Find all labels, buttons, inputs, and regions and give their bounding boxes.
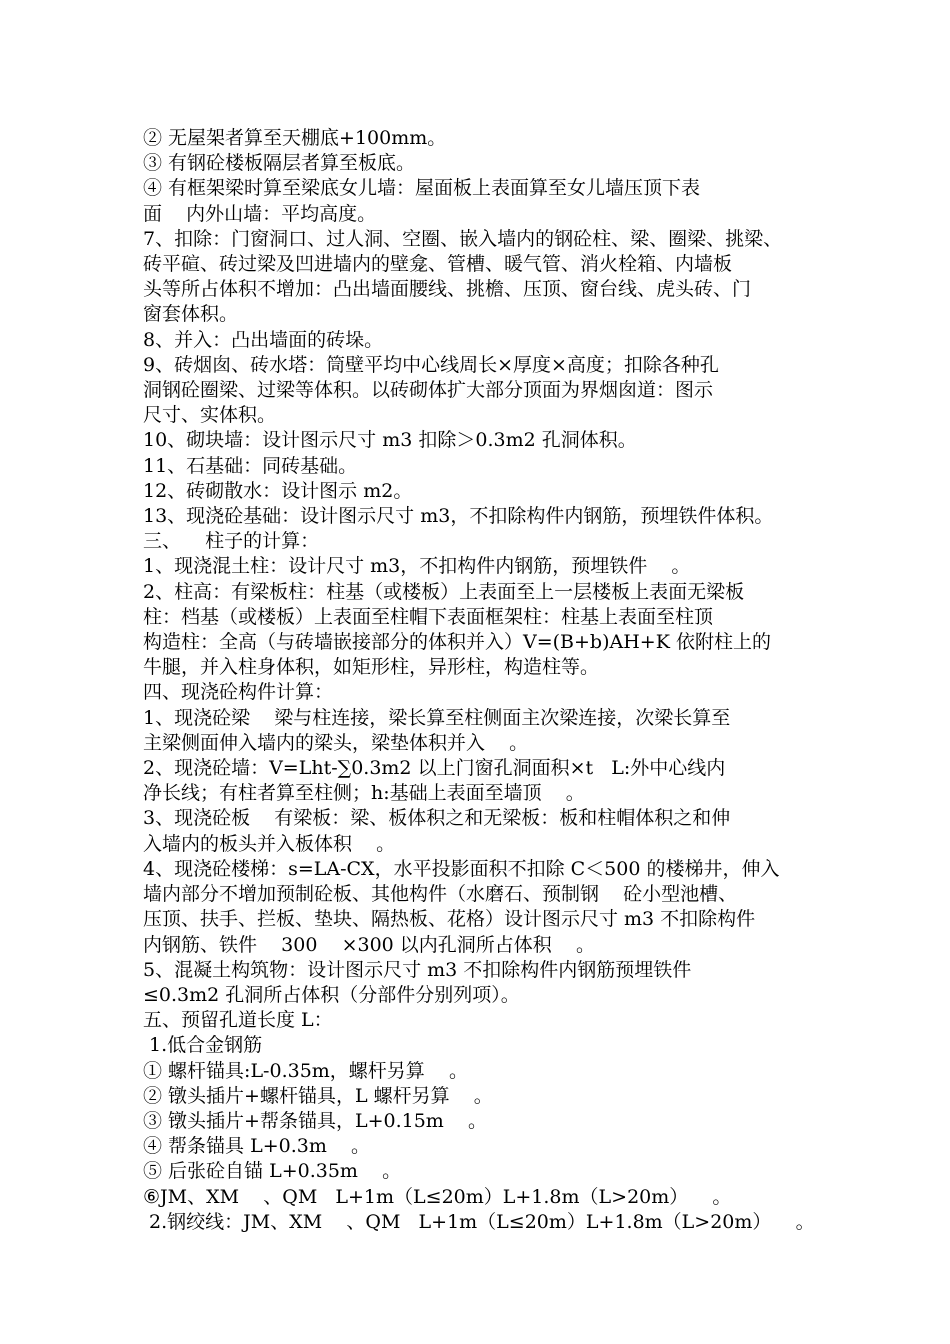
text-line: ② 无屋架者算至天棚底+100mm。 [143,127,447,149]
text-line: 10、砌块墙：设计图示尺寸 m3 扣除＞0.3m2 孔洞体积。 [143,429,637,452]
text-line: 主梁侧面伸入墙内的梁头，梁垫体积并入 。 [143,731,529,754]
text-line: 洞钢砼圈梁、过梁等体积。以砖砌体扩大部分顶面为界烟囱道：图示 [143,379,714,402]
text-line: 构造柱：全高（与砖墙嵌接部分的体积并入）V=(B+b)AH+K 依附柱上的 [143,631,771,654]
text-line: 7、扣除：门窗洞口、过人洞、空圈、嵌入墙内的钢砼柱、梁、圈梁、挑梁、 [143,227,783,250]
text-line: 窗套体积。 [143,303,239,326]
text-line: 8、并入：凸出墙面的砖垛。 [143,328,384,351]
text-line: 尺寸、实体积。 [143,404,277,427]
text-line: 12、砖砌散水：设计图示 m2。 [143,479,413,502]
text-line: 11、石基础：同砖基础。 [143,454,358,477]
section-heading: 三、 柱子的计算： [143,530,320,553]
text-line: 内钢筋、铁件 300 ×300 以内孔洞所占体积 。 [143,933,595,956]
text-line: ④ 帮条锚具 L+0.3m 。 [143,1135,371,1158]
text-line: 净长线；有柱者算至柱侧；h:基础上表面至墙顶 。 [143,782,585,805]
text-line: 4、现浇砼楼梯：s=LA-CX，水平投影面积不扣除 C＜500 的楼梯井，伸入 [143,857,780,880]
text-line: 压顶、扶手、拦板、垫块、隔热板、花格）设计图示尺寸 m3 不扣除构件 [143,908,756,931]
section-heading: 四、现浇砼构件计算： [143,681,334,704]
text-line: 2.钢绞线：JM、XM 、QM L+1m（L≤20m）L+1.8m（L>20m） 。 [143,1210,815,1233]
text-line: 2、柱高：有梁板柱：柱基（或楼板）上表面至上一层楼板上表面无梁板 [143,580,745,603]
text-line: 1、现浇砼梁 梁与柱连接，梁长算至柱侧面主次梁连接，次梁长算至 [143,706,731,729]
text-line: 13、现浇砼基础：设计图示尺寸 m3，不扣除构件内钢筋，预埋铁件体积。 [143,505,774,528]
text-line: 入墙内的板头并入板体积 。 [143,832,396,855]
text-line: ② 镦头插片+螺杆锚具，L 螺杆另算 。 [143,1084,493,1107]
text-line: 牛腿，并入柱身体积，如矩形柱，异形柱，构造柱等。 [143,656,600,679]
text-line: 1、现浇混土柱：设计尺寸 m3，不扣构件内钢筋，预埋铁件 。 [143,555,691,578]
text-line: ⑤ 后张砼自锚 L+0.35m 。 [143,1160,402,1183]
text-line: 3、现浇砼板 有梁板：梁、板体积之和无梁板：板和柱帽体积之和伸 [143,807,731,830]
text-line: 9、砖烟囱、砖水塔：筒壁平均中心线周长×厚度×高度；扣除各种孔 [143,353,719,376]
text-line: ③ 镦头插片+帮条锚具，L+0.15m 。 [143,1109,487,1132]
text-line: ③ 有钢砼楼板隔层者算至板底。 [143,152,416,175]
text-line: 墙内部分不增加预制砼板、其他构件（水磨石、预制钢 砼小型池槽、 [143,883,738,906]
section-heading: 五、预留孔道长度 L： [143,1009,333,1032]
text-line: ① 螺杆锚具:L-0.35m，螺杆另算 。 [143,1059,468,1082]
text-line: 砖平碹、砖过梁及凹进墙内的壁龛、管槽、暖气管、消火栓箱、内墙板 [143,253,733,276]
text-line: 2、现浇砼墙：V=Lht-∑0.3m2 以上门窗孔洞面积×t L:外中心线内 [143,757,726,780]
document-body [143,126,815,1235]
text-line: ≤0.3m2 孔洞所占体积（分部件分别列项）。 [143,983,520,1006]
text-line: 头等所占体积不增加：凸出墙面腰线、挑檐、压顶、窗台线、虎头砖、门 [143,278,752,301]
text-line: ⑥JM、XM 、QM L+1m（L≤20m）L+1.8m（L>20m） 。 [143,1185,732,1208]
text-line: ④ 有框架梁时算至梁底女儿墙：屋面板上表面算至女儿墙压顶下表 [143,177,701,200]
text-line: 面 内外山墙：平均高度。 [143,202,377,225]
text-line: 5、混凝土构筑物：设计图示尺寸 m3 不扣除构件内钢筋预埋铁件 [143,958,692,981]
text-line: 柱：档基（或楼板）上表面至柱帽下表面框架柱：柱基上表面至柱顶 [143,605,714,628]
text-line: 1.低合金钢筋 [143,1034,263,1057]
